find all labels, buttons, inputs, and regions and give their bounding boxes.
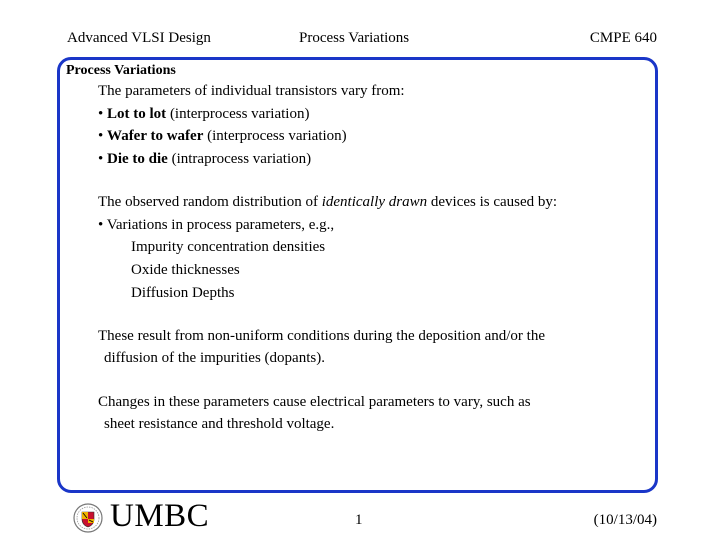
- distribution-line: [98, 192, 557, 212]
- header-course-code: CMPE 640: [589, 30, 657, 46]
- result-line-1: These result from non-uniform conditions during the deposition and/or the: [98, 328, 545, 344]
- intro-line: The parameters of individual transistors vary from:: [98, 83, 405, 99]
- variation-item-wafer: [98, 126, 347, 146]
- bullet: •: [98, 106, 104, 122]
- process-param-item: Diffusion Depths: [131, 285, 235, 301]
- variation-term: Die to die: [107, 151, 168, 167]
- variation-item-die: [98, 149, 311, 169]
- variation-term: Wafer to wafer: [107, 128, 204, 144]
- variation-desc: (interprocess variation): [166, 106, 310, 122]
- variation-item-lot: [98, 104, 309, 124]
- umbc-logo-text: UMBC: [110, 498, 210, 534]
- variation-desc: (intraprocess variation): [167, 151, 312, 167]
- page-number: 1: [355, 512, 363, 528]
- changes-line-2: sheet resistance and threshold voltage.: [104, 416, 335, 432]
- bullet: •: [98, 128, 104, 144]
- cause-bullet: • Variations in process parameters, e.g.,: [98, 217, 335, 233]
- umbc-seal-icon: [73, 503, 103, 533]
- distribution-emphasis: identically drawn: [321, 194, 428, 210]
- process-param-item: Impurity concentration densities: [131, 239, 326, 255]
- variation-term: Lot to lot: [107, 106, 167, 122]
- variation-desc: (interprocess variation): [203, 128, 347, 144]
- distribution-suffix: devices is caused by:: [427, 194, 558, 210]
- distribution-prefix: The observed random distribution of: [98, 194, 322, 210]
- changes-line-1: Changes in these parameters cause electrical parameters to vary, such as: [98, 394, 531, 410]
- process-param-item: Oxide thicknesses: [131, 262, 240, 278]
- result-line-2: diffusion of the impurities (dopants).: [104, 350, 325, 366]
- header-course-title: Advanced VLSI Design: [67, 30, 211, 46]
- header-topic: Process Variations: [299, 30, 410, 46]
- slide-date: (10/13/04): [593, 512, 657, 528]
- bullet: •: [98, 151, 104, 167]
- slide-title: Process Variations: [66, 63, 176, 78]
